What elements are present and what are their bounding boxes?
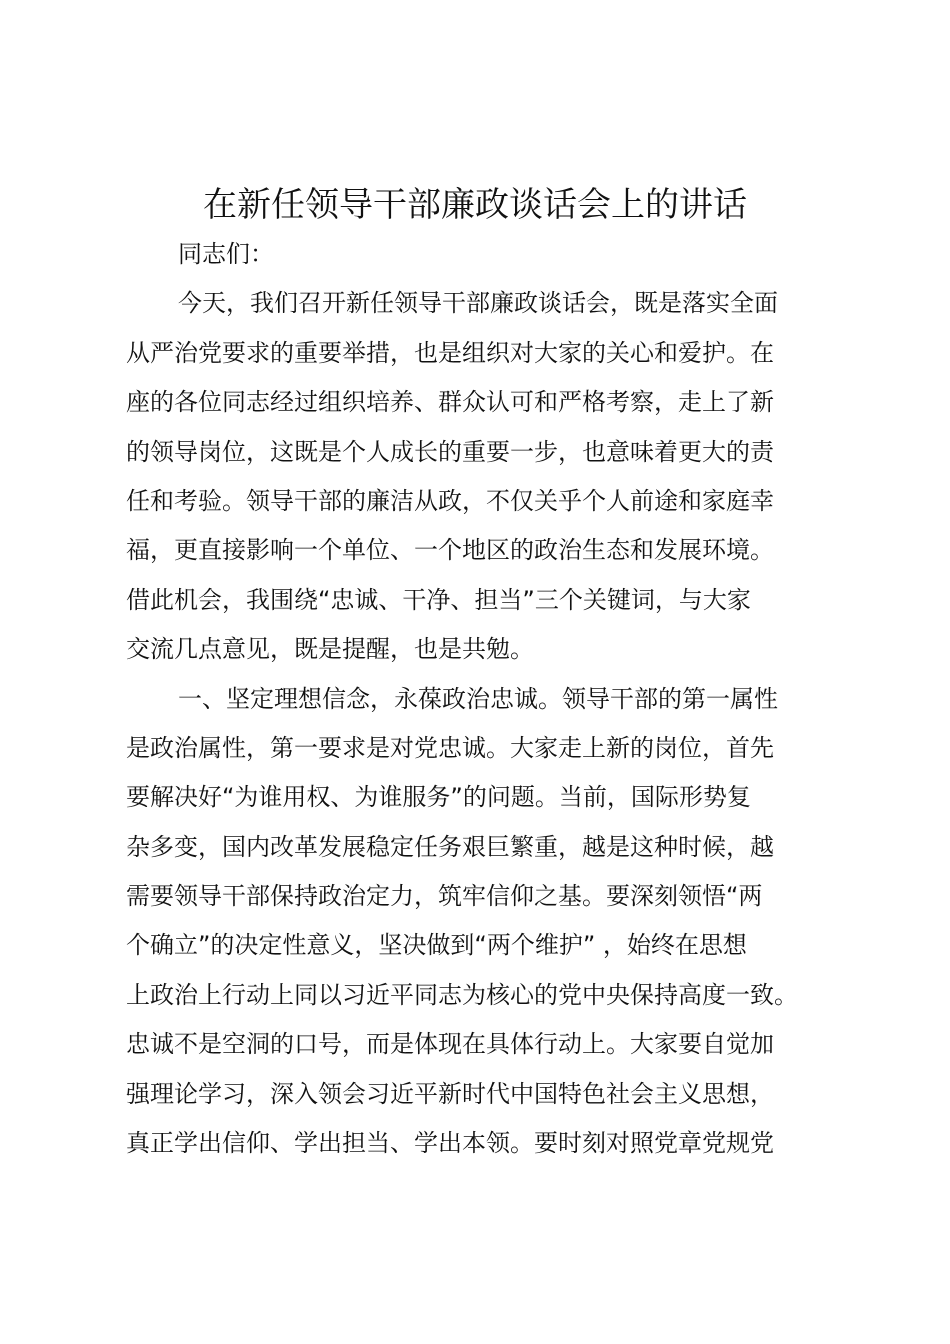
paragraph-1-line-8: 交流几点意见，既是提醒，也是共勉。 — [126, 635, 534, 664]
paragraph-2-line-1: 一、坚定理想信念，永葆政治忠诚。领导干部的第一属性 — [178, 684, 778, 713]
paragraph-2-line-2: 是政治属性，第一要求是对党忠诚。大家走上新的岗位，首先 — [126, 733, 774, 762]
paragraph-2-line-6: 个确立”的决定性意义，坚决做到“两个维护” ，始终在思想 — [126, 931, 747, 960]
document-body — [126, 230, 836, 1168]
paragraph-1-line-4: 的领导岗位，这既是个人成长的重要一步，也意味着更大的责 — [126, 437, 774, 466]
paragraph-2-line-9: 强理论学习，深入领会习近平新时代中国特色社会主义思想， — [126, 1079, 774, 1108]
paragraph-2-line-8: 忠诚不是空洞的口号，而是体现在具体行动上。大家要自觉加 — [126, 1030, 774, 1059]
paragraph-1-line-6: 福，更直接影响一个单位、一个地区的政治生态和发展环境。 — [126, 536, 774, 565]
document-title: 在新任领导干部廉政谈话会上的讲话 — [203, 185, 747, 225]
paragraph-2-line-7: 上政治上行动上同以习近平同志为核心的党中央保持高度一致。 — [126, 980, 798, 1009]
salutation-line: 同志们： — [178, 240, 274, 268]
paragraph-2-line-4: 杂多变，国内改革发展稳定任务艰巨繁重，越是这种时候，越 — [126, 832, 774, 861]
paragraph-1-line-5: 任和考验。领导干部的廉洁从政，不仅关乎个人前途和家庭幸 — [126, 486, 774, 515]
paragraph-1-line-3: 座的各位同志经过组织培养、群众认可和严格考察，走上了新 — [126, 388, 774, 417]
paragraph-2-line-10: 真正学出信仰、学出担当、学出本领。要时刻对照党章党规党 — [126, 1129, 774, 1158]
paragraph-2-line-5: 需要领导干部保持政治定力，筑牢信仰之基。要深刻领悟“两 — [126, 882, 763, 911]
paragraph-2-line-3: 要解决好“为谁用权、为谁服务”的问题。当前，国际形势复 — [126, 783, 751, 812]
paragraph-1-line-2: 从严治党要求的重要举措，也是组织对大家的关心和爱护。在 — [126, 338, 774, 367]
paragraph-1-line-7: 借此机会，我围绕“忠诚、干净、担当”三个关键词，与大家 — [126, 585, 751, 614]
paragraph-1-line-1: 今天，我们召开新任领导干部廉政谈话会，既是落实全面 — [178, 289, 778, 318]
